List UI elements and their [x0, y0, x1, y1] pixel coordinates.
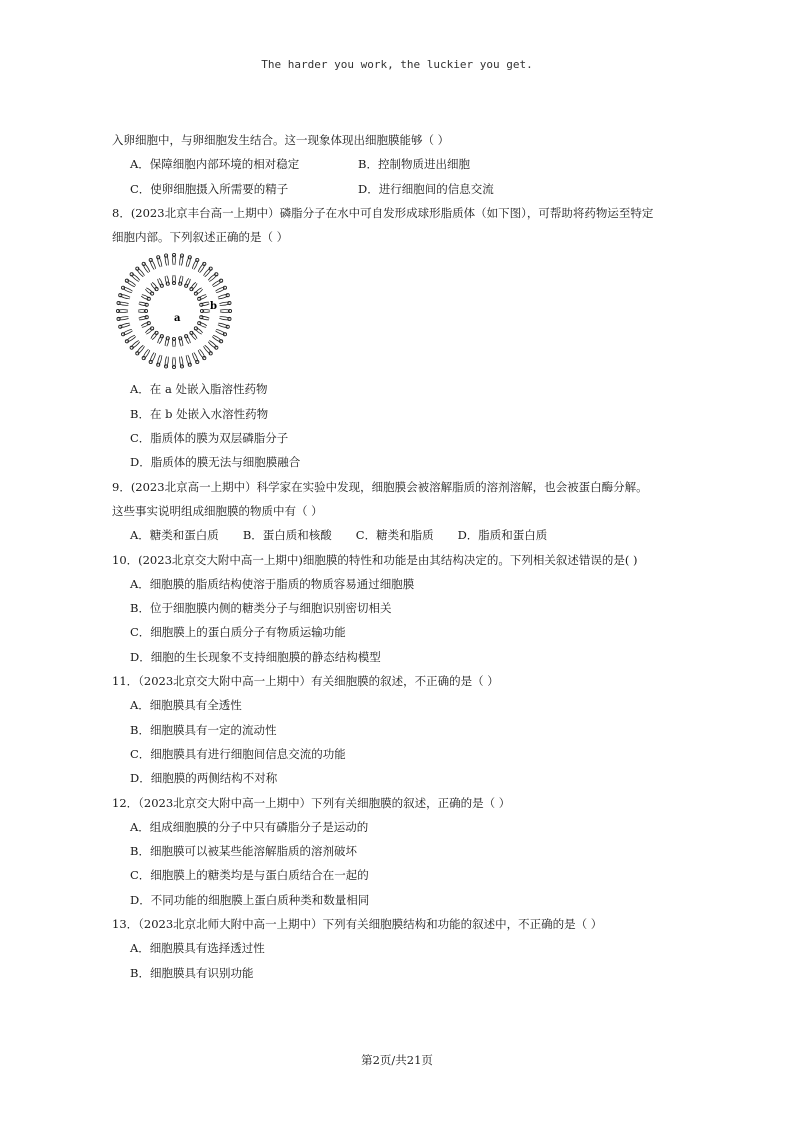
outer-phospholipid-tail: [126, 282, 134, 287]
outer-phospholipid-tail: [151, 354, 155, 363]
outer-phospholipid-tail: [180, 357, 182, 367]
q9-option-c: C．糖类和脂质: [355, 528, 434, 543]
outer-phospholipid-tail: [180, 256, 182, 266]
outer-phospholipid-tail: [216, 331, 225, 335]
q7-options-row2: [112, 177, 712, 201]
inner-phospholipid-tail: [165, 339, 167, 347]
outer-phospholipid-tail: [144, 264, 149, 272]
outer-phospholipid-tail: [150, 353, 154, 362]
q9-option-d: D．脂质和蛋白质: [457, 528, 548, 543]
outer-phospholipid-tail: [118, 312, 128, 313]
outer-phospholipid-tail: [220, 312, 230, 313]
outer-phospholipid-tail: [123, 331, 132, 335]
q13-option-a: A．细胞膜具有选择透过性: [130, 941, 265, 956]
outer-phospholipid-tail: [143, 350, 148, 358]
inner-phospholipid-tail: [175, 275, 176, 283]
inner-phospholipid-tail: [175, 339, 176, 347]
outer-phospholipid-tail: [213, 336, 221, 341]
q11-option-b: B．细胞膜具有一定的流动性: [130, 722, 277, 737]
outer-phospholipid-tail: [200, 265, 205, 273]
inner-phospholipid-tail: [192, 284, 197, 290]
q12-option-d: D．不同功能的细胞膜上蛋白质种类和数量相同: [130, 892, 370, 907]
outer-phospholipid-tail: [167, 357, 169, 367]
header-motto: The harder you work, the luckier you get.: [261, 58, 533, 71]
inner-phospholipid-tail: [139, 303, 147, 305]
liposome-diagram: [112, 253, 252, 377]
q9-option-a: A．糖类和蛋白质: [130, 528, 219, 543]
q10-option-d: D．细胞的生长现象不支持细胞膜的静态结构模型: [130, 649, 381, 664]
outer-phospholipid-tail: [220, 317, 230, 319]
q7-options-row1: [112, 152, 712, 176]
q13-option-b: B．细胞膜具有识别功能: [130, 965, 254, 980]
inner-phospholipid-tail: [145, 328, 151, 333]
page-footer: 第2页/共21页: [361, 1053, 433, 1067]
inner-phospholipid-tail: [202, 310, 210, 311]
outer-phospholipid-tail: [192, 260, 196, 269]
q12-option-a: A．组成细胞膜的分子中只有磷脂分子是运动的: [130, 819, 369, 834]
outer-phospholipid-tail: [144, 351, 149, 359]
outer-phospholipid-tail: [198, 351, 203, 359]
outer-phospholipid-tail: [175, 255, 176, 265]
inner-phospholipid-tail: [201, 318, 209, 320]
inner-phospholipid-tail: [196, 328, 202, 333]
question-content: [112, 128, 712, 985]
q11-option-c: C．细胞膜具有进行细胞间信息交流的功能: [130, 746, 346, 761]
outer-phospholipid-tail: [194, 353, 198, 362]
outer-phospholipid-tail: [220, 304, 230, 306]
outer-phospholipid-tail: [173, 357, 174, 367]
outer-phospholipid-tail: [150, 261, 154, 270]
inner-phospholipid-tail: [173, 275, 174, 283]
q7-option-b: B．控制物质进出细胞: [358, 157, 470, 172]
inner-phospholipid-tail: [173, 339, 174, 347]
q11-stem: 11．（2023北京交大附中高一上期中）有关细胞膜的叙述，不正确的是（ ）: [112, 674, 499, 689]
q8-option-d: D．脂质体的膜无法与细胞膜融合: [130, 455, 301, 470]
q8-option-c: C．脂质体的膜为双层磷脂分子: [130, 431, 289, 446]
inner-phospholipid-tail: [139, 318, 147, 320]
inner-phospholipid-tail: [181, 277, 183, 285]
inner-phospholipid-tail: [146, 330, 152, 335]
outer-phospholipid-tail: [198, 264, 203, 272]
q10-option-c: C．细胞膜上的蛋白质分子有物质运输功能: [130, 625, 346, 640]
inner-phospholipid-tail: [191, 334, 196, 340]
q8-stem-line1: 8．(2023北京丰台高一上期中）磷脂分子在水中可自发形成球形脂质体（如下图），可帮助将药物运至特定: [112, 205, 654, 220]
q11-option-a: A．细胞膜具有全透性: [130, 698, 242, 713]
inner-phospholipid-tail: [165, 277, 167, 285]
outer-phospholipid-tail: [151, 260, 155, 269]
inner-phospholipid-tail: [191, 283, 196, 289]
outer-phospholipid-tail: [118, 310, 128, 311]
q8-option-b: B．在 b 处嵌入水溶性药物: [130, 406, 269, 421]
outer-phospholipid-tail: [212, 337, 220, 342]
q7-option-c: C．使卵细胞摄入所需要的精子: [130, 181, 289, 196]
inner-phospholipid-tail: [195, 330, 201, 335]
outer-phospholipid-tail: [118, 304, 128, 306]
outer-phospholipid-tail: [123, 289, 132, 293]
q12-option-c: C．细胞膜上的糖类均是与蛋白质结合在一起的: [130, 868, 369, 883]
inner-phospholipid-tail: [196, 290, 202, 295]
inner-phospholipid-tail: [195, 288, 201, 293]
outer-phospholipid-tail: [194, 261, 198, 270]
outer-phospholipid-tail: [192, 354, 196, 363]
inner-phospholipid-tail: [201, 303, 209, 305]
q12-stem: 12．（2023北京交大附中高一上期中）下列有关细胞膜的叙述，正确的是（ ）: [112, 795, 511, 810]
inner-phospholipid-tail: [146, 288, 152, 293]
q7-stem-tail: 入卵细胞中，与卵细胞发生结合。这一现象体现出细胞膜能够（ ）: [112, 133, 450, 147]
inner-phospholipid-tail: [151, 284, 156, 290]
liposome-figure: [112, 253, 712, 377]
q10-option-b: B．位于细胞膜内侧的糖类分子与细胞识别密切相关: [130, 601, 392, 616]
inner-phospholipid-tail: [152, 283, 157, 289]
label-b: b: [210, 301, 217, 313]
outer-phospholipid-tail: [173, 255, 174, 265]
q8-stem-line2: 细胞内部。下列叙述正确的是（ ）: [112, 230, 289, 245]
q13-stem: 13．（2023北京北师大附中高一上期中）下列有关细胞膜结构和功能的叙述中，不正确的是（ ）: [112, 917, 603, 932]
q7-option-d: D．进行细胞间的信息交流: [358, 181, 494, 196]
outer-phospholipid-tail: [127, 337, 135, 342]
outer-phospholipid-tail: [216, 330, 225, 334]
q12-option-b: B．细胞膜可以被某些能溶解脂质的溶剂破坏: [130, 844, 357, 859]
outer-phospholipid-tail: [118, 317, 128, 319]
q9-stem-line2: 这些事实说明组成细胞膜的物质中有（ ）: [112, 503, 323, 518]
q7-option-a: A．保障细胞内部环境的相对稳定: [130, 157, 300, 172]
outer-phospholipid-tail: [126, 336, 134, 341]
outer-phospholipid-tail: [213, 282, 221, 287]
q9-option-b: B．蛋白质和核酸: [242, 528, 332, 543]
inner-phospholipid-tail: [138, 310, 146, 311]
inner-phospholipid-tail: [145, 290, 151, 295]
outer-phospholipid-tail: [143, 265, 148, 273]
outer-phospholipid-tail: [212, 281, 220, 286]
outer-phospholipid-tail: [200, 350, 205, 358]
inner-phospholipid-tail: [138, 312, 146, 313]
inner-phospholipid-tail: [152, 334, 157, 340]
outer-phospholipid-tail: [220, 310, 230, 311]
outer-phospholipid-tail: [127, 281, 135, 286]
outer-phospholipid-tail: [175, 357, 176, 367]
inner-phospholipid-tail: [151, 333, 156, 339]
outer-phospholipid-tail: [167, 256, 169, 266]
outer-phospholipid-tail: [123, 330, 132, 334]
inner-phospholipid-tail: [202, 312, 210, 313]
outer-phospholipid-tail: [123, 287, 132, 291]
inner-phospholipid-tail: [192, 333, 197, 339]
q10-option-a: A．细胞膜的脂质结构使溶于脂质的物质容易通过细胞膜: [130, 576, 415, 591]
q8-option-a: A．在 a 处嵌入脂溶性药物: [130, 382, 268, 397]
label-a: a: [174, 313, 181, 325]
q9-stem-line1: 9．(2023北京高一上期中）科学家在实验中发现，细胞膜会被溶解脂质的溶剂溶解，也会被蛋白酶分解。: [112, 479, 648, 494]
inner-phospholipid-tail: [181, 339, 183, 347]
q11-option-d: D．细胞膜的两侧结构不对称: [130, 771, 278, 786]
outer-phospholipid-tail: [216, 289, 225, 293]
q10-stem: 10．(2023北京交大附中高一上期中)细胞膜的特性和功能是由其结构决定的。下列相关叙述错误的是( ): [112, 552, 638, 567]
outer-phospholipid-tail: [216, 287, 225, 291]
q9-options-row: [112, 523, 712, 547]
